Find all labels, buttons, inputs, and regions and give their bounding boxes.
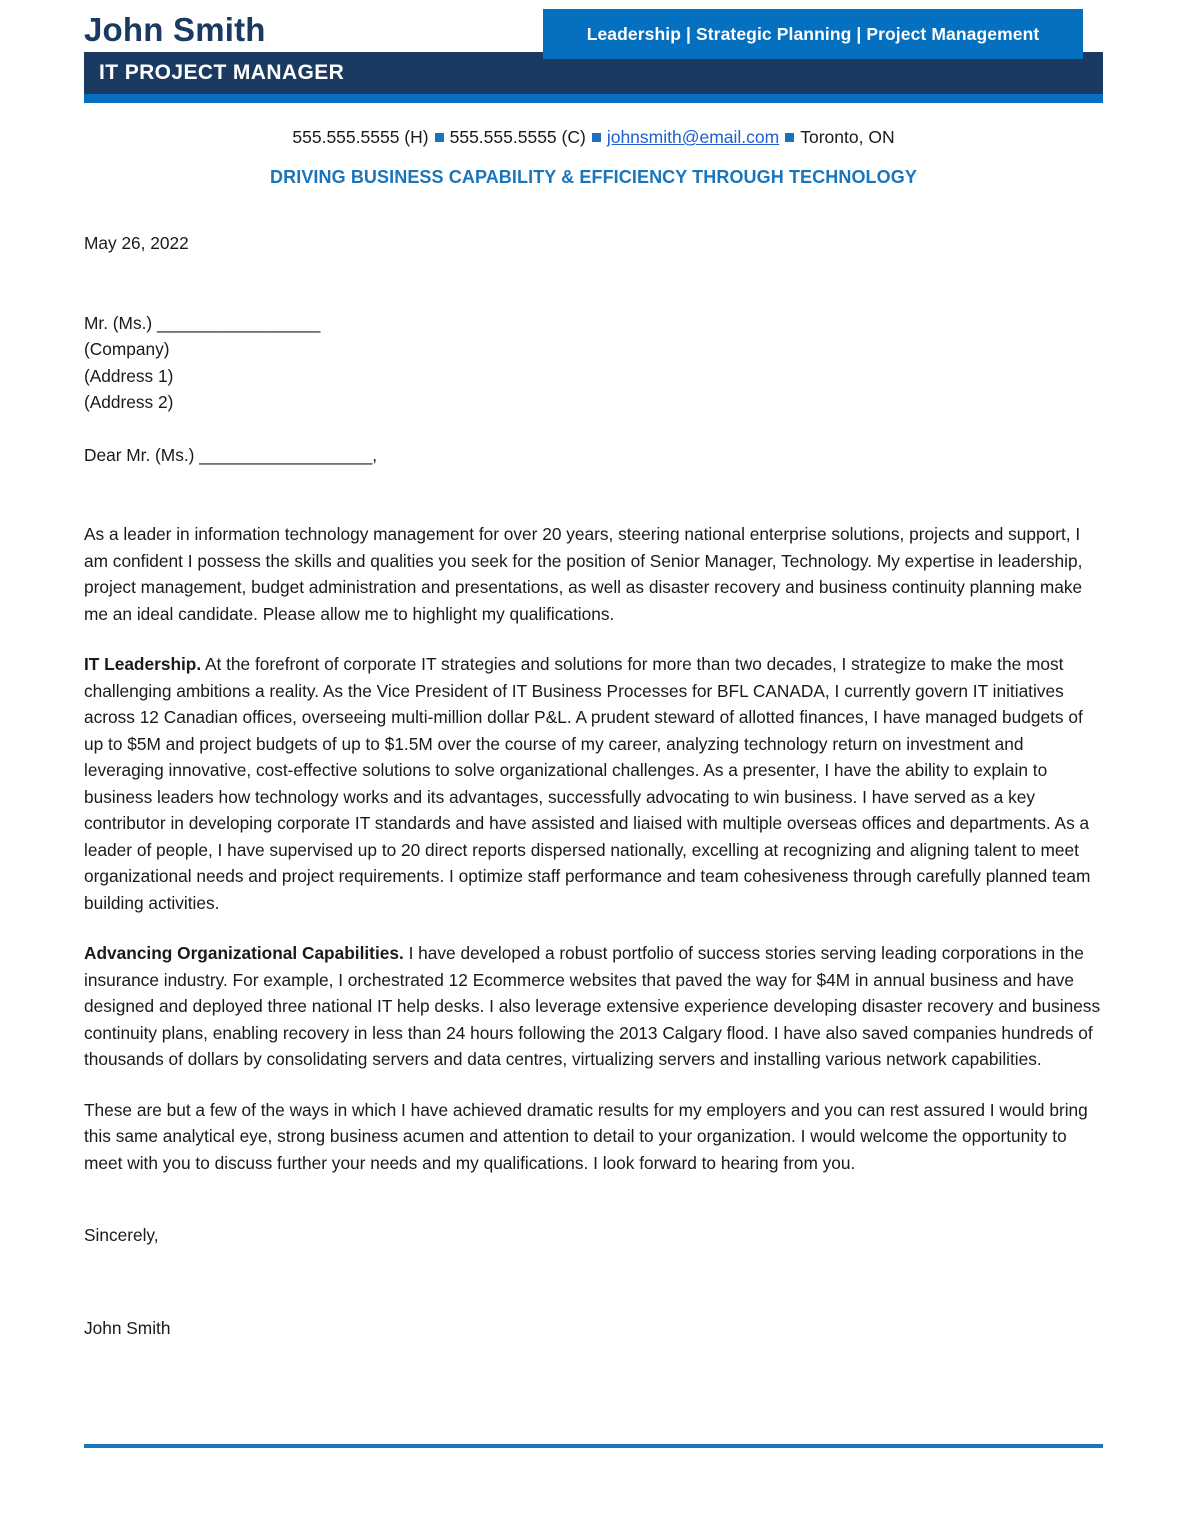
specialties-banner xyxy=(543,9,1083,59)
salutation: Dear Mr. (Ms.) __________________, xyxy=(84,444,378,465)
email-link[interactable]: johnsmith@email.com xyxy=(606,127,780,147)
square-bullet-icon xyxy=(785,133,794,142)
paragraph-intro xyxy=(84,521,1103,627)
phone-cell: 555.555.5555 (C) xyxy=(449,127,586,147)
paragraph-text: I have developed a robust portfolio of success stories serving leading corporations in the insurance industry. For example, I orchestrated 12 Ecommerce websites that paved the way for $4M in annual business and have designed and deployed three national IT help desks. I also leverage extensive experience developing disaster recovery and business continuity plans, enabling recovery in less than 24 hours following the 2013 Calgary flood. I have also saved companies hundreds of thousands of dollars by consolidating servers and data centres, virtualizing servers and installing various network capabilities. xyxy=(84,943,1101,1069)
letter-body xyxy=(84,188,1103,1341)
title-accent-strip xyxy=(84,94,1103,103)
square-bullet-icon xyxy=(435,133,444,142)
paragraph-text: At the forefront of corporate IT strategies and solutions for more than two decades, I strategize to make the most challenging ambitions a reality. As the Vice President of IT Business Processes for BFL CANADA, I currently govern IT initiatives across 12 Canadian offices, overseeing multi-million dollar P&L. A prudent steward of allotted finances, I have managed budgets of up to $5M and project budgets of up to $1.5M over the course of my career, analyzing technology return on investment and leveraging innovative, cost-effective solutions to solve organizational challenges. As a presenter, I have the ability to explain to business leaders how technology works and its advantages, successfully advocating to win business. I have served as a key contributor in developing corporate IT standards and have assisted and liaised with multiple overseas offices and departments. As a leader of people, I have supervised up to 20 direct reports dispersed nationally, excelling at recognizing and aligning talent to meet organizational needs and project requirements. I optimize staff performance and team cohesiveness through carefully planned team building activities. xyxy=(84,654,1091,913)
phone-home: 555.555.5555 (H) xyxy=(292,127,429,147)
value-proposition-headline: DRIVING BUSINESS CAPABILITY & EFFICIENCY THROUGH TECHNOLOGY xyxy=(270,167,917,187)
spacer xyxy=(84,416,1103,442)
closing-salutation: Sincerely, xyxy=(84,1225,159,1245)
recipient-address-2: (Address 2) xyxy=(84,392,174,412)
square-bullet-icon xyxy=(592,133,601,142)
recipient-name-line: Mr. (Ms.) _________________ xyxy=(84,312,321,333)
paragraph-text: As a leader in information technology management for over 20 years, steering national enterprise solutions, projects and support, I am confident I possess the skills and qualities you seek for the position of Senior Manager, Technology. My expertise in leadership, project management, budget administration and presentations, as well as disaster recovery and business continuity planning make me an ideal candidate. Please allow me to highlight my qualifications. xyxy=(84,524,1083,624)
paragraph-it-leadership xyxy=(84,651,1103,916)
footer-rule xyxy=(84,1444,1103,1448)
paragraph-text: These are but a few of the ways in which I have achieved dramatic results for my employers and you can rest assured I would bring this same analytical eye, strong business acumen and attention to detail to your organization. I would welcome the opportunity to meet with you to discuss further your needs and my qualifications. I look forward to hearing from you. xyxy=(84,1099,1088,1173)
paragraph-lead-in: IT Leadership. xyxy=(84,654,202,674)
spacer xyxy=(84,468,1103,521)
letterhead-header xyxy=(84,0,1103,110)
job-title: IT PROJECT MANAGER xyxy=(99,61,345,84)
letter-date: May 26, 2022 xyxy=(84,233,189,253)
location: Toronto, ON xyxy=(800,127,895,147)
signature-name: John Smith xyxy=(84,1317,171,1338)
contact-line xyxy=(84,124,1103,150)
paragraph-closing-statement xyxy=(84,1097,1103,1177)
recipient-company: (Company) xyxy=(84,339,170,359)
specialties-banner-text: Leadership | Strategic Planning | Project Management xyxy=(586,23,1040,44)
recipient-address-1: (Address 1) xyxy=(84,365,174,386)
paragraph-lead-in: Advancing Organizational Capabilities. xyxy=(84,943,404,963)
paragraph-advancing-capabilities xyxy=(84,940,1103,1073)
candidate-name: John Smith xyxy=(84,11,266,48)
spacer xyxy=(84,257,1103,310)
